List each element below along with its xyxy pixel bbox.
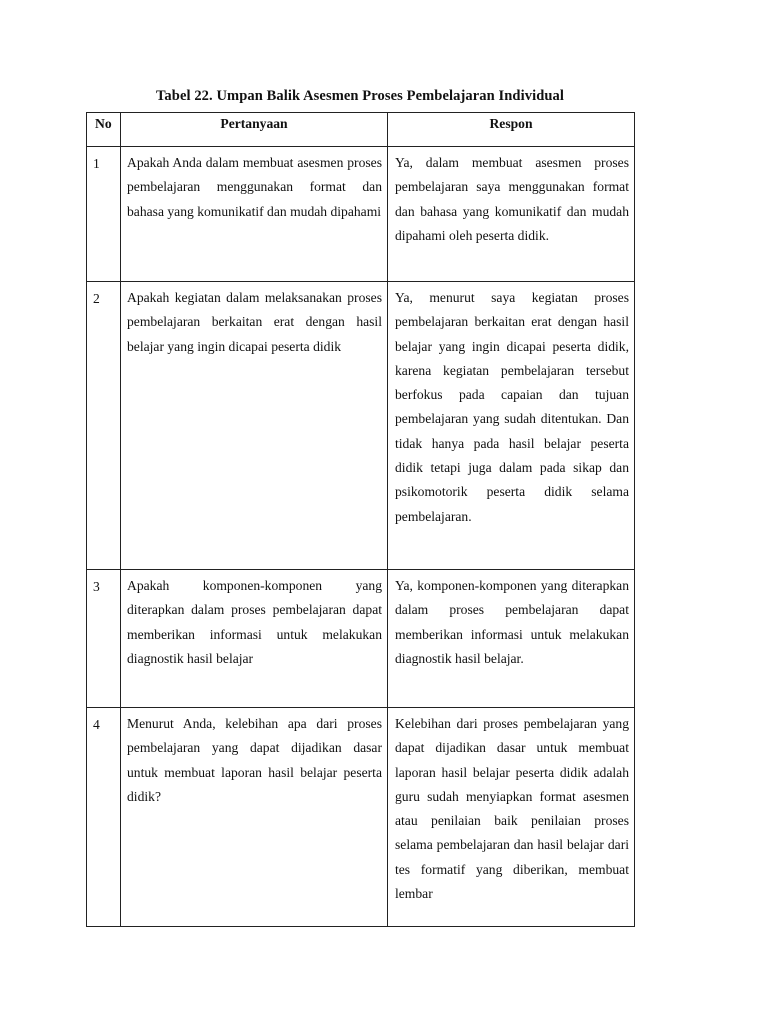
row-number: 3 [93, 579, 100, 594]
row-number: 1 [93, 156, 100, 171]
table-caption: Tabel 22. Umpan Balik Asesmen Proses Pembelajaran Individual [155, 88, 565, 104]
row-number: 4 [93, 717, 100, 732]
question-cell [121, 147, 388, 282]
question-cell [121, 570, 388, 708]
response-cell [388, 147, 635, 282]
column-header-question: Pertanyaan [121, 113, 388, 147]
question-text: Menurut Anda, kelebihan apa dari proses pembelajaran yang dapat dijadikan dasar untuk membuat laporan hasil belajar peserta didik? [127, 716, 382, 804]
response-text: Ya, dalam membuat asesmen proses pembelajaran saya menggunakan format dan bahasa yang komunikatif dan mudah dipahami oleh peserta didik. [395, 155, 629, 243]
table-row [87, 147, 635, 282]
response-text: Ya, menurut saya kegiatan proses pembelajaran berkaitan erat dengan hasil belajar yang ingin dicapai peserta didik, karena kegiatan pembelajaran tersebut berfokus pada capaian dan tujuan pembelajaran yang sudah ditentukan. Dan tidak hanya pada hasil belajar peserta didik tetapi juga dalam pada sikap dan psikomotorik peserta didik selama pembelajaran. [395, 290, 629, 524]
feedback-table [86, 112, 635, 927]
column-header-no: No [87, 113, 121, 147]
table-header-row [87, 113, 635, 147]
column-header-response: Respon [388, 113, 635, 147]
row-number-cell [87, 147, 121, 282]
response-text: Ya, komponen-komponen yang diterapkan dalam proses pembelajaran dapat memberikan informasi untuk melakukan diagnostik hasil belajar. [395, 578, 629, 666]
table-row [87, 708, 635, 927]
question-cell [121, 708, 388, 927]
question-cell [121, 282, 388, 570]
table-row [87, 282, 635, 570]
response-cell [388, 282, 635, 570]
response-cell [388, 708, 635, 927]
response-cell [388, 570, 635, 708]
question-text: Apakah Anda dalam membuat asesmen proses pembelajaran menggunakan format dan bahasa yang komunikatif dan mudah dipahami [127, 155, 382, 219]
row-number-cell [87, 570, 121, 708]
row-number-cell [87, 282, 121, 570]
row-number: 2 [93, 291, 100, 306]
row-number-cell [87, 708, 121, 927]
table-row [87, 570, 635, 708]
question-text: Apakah komponen-komponen yang diterapkan dalam proses pembelajaran dapat memberikan informasi untuk melakukan diagnostik hasil belajar [127, 578, 382, 666]
response-text: Kelebihan dari proses pembelajaran yang dapat dijadikan dasar untuk membuat laporan hasil belajar peserta didik adalah guru sudah menyiapkan format asesmen atau penilaian baik penilaian proses selama pembelajaran dan hasil belajar dari tes formatif yang diberikan, membuat lembar [395, 716, 629, 902]
question-text: Apakah kegiatan dalam melaksanakan proses pembelajaran berkaitan erat dengan hasil belajar yang ingin dicapai peserta didik [127, 290, 382, 354]
